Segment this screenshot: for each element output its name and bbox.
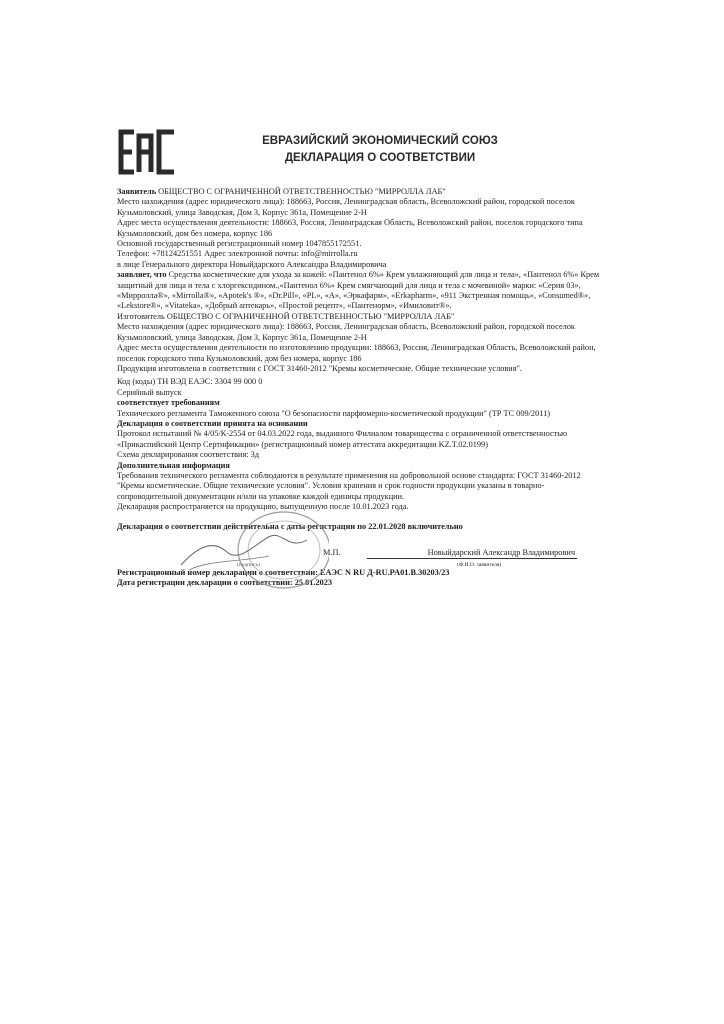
hs-code: Код (коды) ТН ВЭД ЕАЭС: 3304 99 000 0 xyxy=(117,377,263,387)
document-header xyxy=(180,133,580,167)
signature-caption: (подпись) xyxy=(237,562,260,568)
signature-seal-icon xyxy=(179,510,329,590)
applicant-legal-address: Место нахождения (адрес юридического лица): 188663, Россия, Ленинградская область, Всеволожский район, городской поселок Кузьмоловский, улица Заводская, Дом 3, Корпус 361а, Помещение 2-Н xyxy=(117,197,575,217)
batch-type: Серийный выпуск xyxy=(117,387,182,397)
manufacturer-production-address: Адрес места осуществления деятельности по изготовлению продукции: 188663, Россия, Ленинградская Область, Всеволожский район, поселок городского типа Кузьмоловский, дом без номера, корпус 186 xyxy=(117,343,596,363)
eac-logo xyxy=(117,128,179,176)
basis-text: Протокол испытаний № 4/05/К-2554 от 04.03.2022 года, выданного Филиалом товарищества с ограниченной ответственностью «Прикаспийский Центр Сертификации» (регистрационный номер аттестата аккредитации KZ.T.02.0199) xyxy=(117,429,568,449)
applicant-director: в лице Генерального директора Новыйдарского Александра Владимировича xyxy=(117,259,387,269)
declares-text: Средства косметические для ухода за кожей: «Пантенол 6%» Крем увлажняющий для лица и тела», «Пантенол 6%» Крем защитный для лица и тела с хлоргексидином.,«Пантенол 6%» Крем смягчающий для лица и тела с мочевиной» марки: «Серия 03», «Мирролла®», «Mirrolla®», «Apotek's ®», «Dr.Pill», «PL», «A», «Эркафарм», «Erkapharm», «911 Экстренная помощь», «Consumed®», «Lekstore®», «Vitateka», «Добрый аптекарь», «Простой рецепт», «Пантенорм», «Имиловит®». xyxy=(117,270,600,311)
signature-row xyxy=(117,540,605,568)
complies-label: соответствует требованиям xyxy=(117,398,220,408)
registration-number-label: Регистрационный номер декларации о соответствии: xyxy=(117,568,318,577)
applicant-activity-address: Адрес места осуществления деятельности: 188663, Россия, Ленинградская Область, Всеволожский район, поселок городского типа Кузьмоловский, дом без номера, корпус 186 xyxy=(117,218,583,238)
manufacturer-line xyxy=(117,312,605,322)
applicant-line xyxy=(117,187,605,197)
signer-name: Новыйдарский Александр Владимирович xyxy=(367,548,577,559)
manufacturer-label: Изготовитель xyxy=(117,311,165,321)
registration-date-label: Дата регистрации декларации о соответствии: xyxy=(117,578,293,588)
seal-place-label: М.П. xyxy=(323,548,341,557)
basis-scheme: Схема декларирования соответствия: 3д xyxy=(117,450,260,460)
manufacturer-name: ОБЩЕСТВО С ОГРАНИЧЕННОЙ ОТВЕТСТВЕННОСТЬЮ "МИРРОЛЛА ЛАБ" xyxy=(164,311,455,321)
header-title: ДЕКЛАРАЦИЯ О СООТВЕТСТВИИ xyxy=(284,152,476,164)
applicant-ogrn: Основной государственный регистрационный номер 1047855172551. xyxy=(117,239,362,249)
declares-line xyxy=(117,270,605,312)
registration-date: 25.01.2023 xyxy=(292,578,333,588)
additional-scope: Декларация распространяется на продукцию, выпущенную после 10.01.2023 года. xyxy=(117,502,409,512)
manufacturer-legal-address: Место нахождения (адрес юридического лица): 188663, Россия, Ленинградская область, Всеволожский район, городской поселок Кузьмоловский, улица Заводская, Дом 3, Корпус 361а, Помещение 2-Н xyxy=(117,322,575,342)
basis-label: Декларация о соответствии принята на основании xyxy=(117,418,308,428)
applicant-name: ОБЩЕСТВО С ОГРАНИЧЕННОЙ ОТВЕТСТВЕННОСТЬЮ "МИРРОЛЛА ЛАБ" xyxy=(156,187,446,196)
additional-text: Требования технического регламента соблюдаются в результате применения на добровольной основе стандарта: ГОСТ 31460-2012 "Кремы косметические. Общие технические условия". Условия хранения и срок годности продукции указаны в товарно-сопроводительной документации и/или на упаковке каждой единицы продукции. xyxy=(117,470,581,501)
registration-number: ЕАЭС N RU Д-RU.PA01.B.30203/23 xyxy=(317,568,450,577)
applicant-label: Заявитель xyxy=(117,187,157,196)
additional-label: Дополнительная информация xyxy=(117,460,230,470)
signer-caption: (Ф.И.О. заявителя) xyxy=(457,562,502,568)
validity-statement: Декларация о соответствии действительна с даты регистрации по 22.01.2028 включительно xyxy=(117,521,463,531)
declaration-body xyxy=(117,187,605,589)
complies-text: Технического регламента Таможенного союза "О безопасности парфюмерно-косметической продукции" (ТР ТС 009/2011) xyxy=(117,408,550,418)
declares-label: заявляет, что xyxy=(117,270,167,280)
header-union: ЕВРАЗИЙСКИЙ ЭКОНОМИЧЕСКИЙ СОЮЗ xyxy=(262,135,498,147)
manufacturer-standard: Продукция изготовлена в соответствии с ГОСТ 31460-2012 "Кремы косметические. Общие технические условия". xyxy=(117,363,522,373)
applicant-contacts: Телефон: +78124251551 Адрес электронной почты: info@mirrolla.ru xyxy=(117,249,358,259)
